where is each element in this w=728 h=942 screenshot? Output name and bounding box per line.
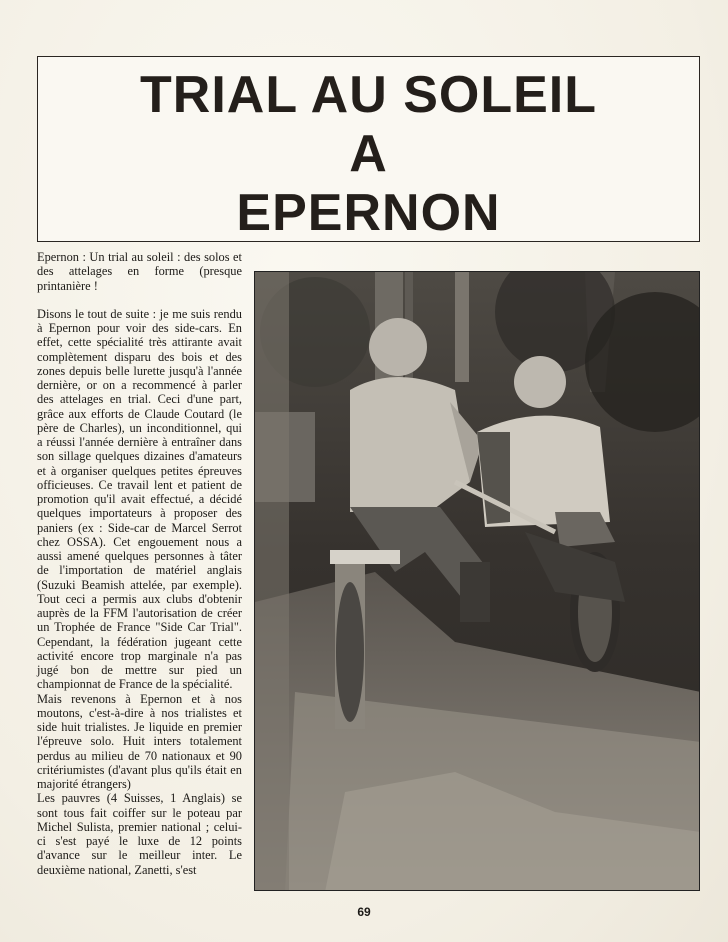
article-paragraph-3: Les pauvres (4 Suisses, 1 Anglais) se sont tous fait coiffer sur le poteau par Michel Sulista, premier national ; celui-ci s'est payé le luxe de 12 points d'avance sur le meilleur inter. Le deuxième national, Zanetti, s'est (37, 791, 242, 877)
title-line-3: EPERNON (236, 184, 501, 242)
photo-illustration (255, 272, 700, 891)
sidecar-trial-photo (254, 271, 700, 891)
title-line-1: TRIAL AU SOLEIL (140, 66, 597, 124)
title-line-2: A (349, 125, 388, 183)
article-paragraph-2: Mais revenons à Epernon et à nos moutons, c'est-à-dire à nos trialistes et side huit trialistes. Je liquide en premier l'épreuve solo. Huit inters totalement perdus au milieu de 70 nationaux et 90 critériumistes (d'avant plus qu'ils était en majorité étrangers) (37, 691, 242, 791)
article-paragraph-1: Disons le tout de suite : je me suis rendu à Epernon pour voir des side-cars. En effet, cette spécialité très attirante avait complètement disparu des bois et des zones depuis belle lurette jusqu'à l'année dernière, or on a recommencé à parler des attelages en trial. Ceci d'une part, grâce aux efforts de Claude Coutard (le père de Charles), un inconditionnel, qui a réussi l'année dernière à entraîner dans son sillage quelques dizaines d'amateurs et à organiser quelques petites épreuves officieuses. Ce travail lent et patient de promotion qu'il avait effectué, a décidé quelques importateurs à proposer des paniers (ex : Side-car de Marcel Serrot chez OSSA). Cet engouement nous a aussi amené quelques personnes à tâter de l'importation de matériel anglais (Suzuki Beamish attelée, par exemple). Tout ceci a permis aux clubs d'obtenir auprès de la FFM l'autorisation de créer un Trophée de France "Side Car Trial". Cependant, la fédération jugeant cette activité encore trop marginale n'a pas jugé bon de mettre sur pied un championnat de France de la spécialité. (37, 306, 242, 692)
title-box (37, 56, 700, 242)
page-number: 69 (357, 905, 371, 919)
article-column (37, 250, 242, 877)
article-intro: Epernon : Un trial au soleil : des solos et des attelages en forme (presque printanière ! (37, 250, 242, 293)
